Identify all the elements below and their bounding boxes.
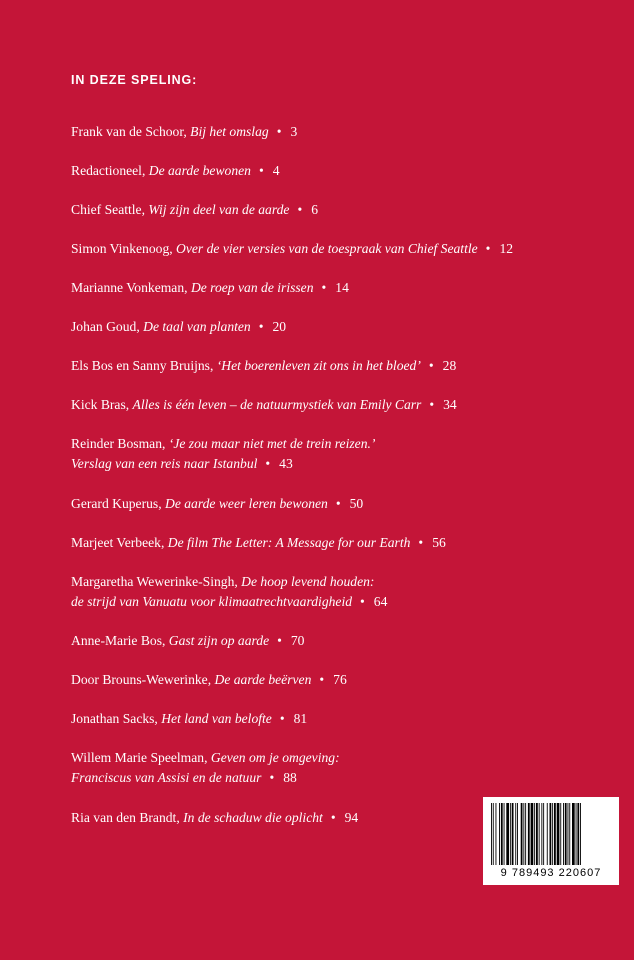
separator-dot: • [321,280,327,295]
toc-entry [71,356,456,376]
toc-entry [71,317,286,337]
barcode-bar [517,803,518,865]
entry-author: Reinder Bosman, [71,436,169,451]
entry-author: Margaretha Wewerinke-Singh, [71,574,242,589]
entry-title: Geven om je omgeving: [210,750,340,765]
separator-dot: • [335,496,341,511]
entry-title: De film The Letter: A Message for our Earth [167,535,411,550]
entry-title: De roep van de irissen [190,280,314,295]
entry-title: Wij zijn deel van de aarde [148,202,290,217]
toc-entry [71,278,349,298]
entry-title-continued: de strijd van Vanuatu voor klimaatrechtvaardigheid [71,593,353,609]
barcode-bar [496,803,497,865]
entry-title: De aarde weer leren bewonen [165,496,328,511]
entry-page: 88 [283,769,297,785]
barcode-bar [547,803,548,865]
toc-entry [71,808,358,828]
entry-author: Johan Goud, [71,319,144,334]
barcode-bar [536,803,538,865]
entry-title: Gast zijn op aarde [168,633,270,648]
isbn-number: 9 789493 220607 [500,867,602,879]
entry-title: De aarde beërven [214,672,312,687]
barcode-bar [531,803,534,865]
entry-page: 94 [344,810,359,825]
toc-entry [71,395,457,415]
toc-entry [71,709,307,729]
separator-dot: • [258,163,264,178]
entry-page: 43 [279,455,293,471]
isbn-barcode [483,797,619,885]
separator-dot: • [319,672,325,687]
toc-entry [71,670,347,690]
separator-dot: • [297,202,303,217]
separator-dot: • [485,241,491,256]
barcode-bar [541,803,542,865]
entry-author: Ria van den Brandt, [71,810,184,825]
separator-dot: • [276,124,282,139]
entry-page: 20 [272,319,287,334]
barcode-bar [523,803,524,865]
separator-dot: • [258,319,264,334]
entry-title-continued: Franciscus van Assisi en de natuur [71,769,262,785]
entry-author: Jonathan Sacks, [71,711,162,726]
entry-author: Marjeet Verbeek, [71,535,168,550]
barcode-bar [510,803,511,865]
entry-page: 14 [335,280,349,295]
toc-entry [71,122,297,142]
entry-author: Willem Marie Speelman, [71,750,211,765]
barcode-bar [576,803,577,865]
toc-entry [71,631,304,651]
barcode-bar [534,803,535,865]
barcode-bar [565,803,567,865]
barcode-bar [504,803,505,865]
barcode-bar [550,803,552,865]
barcode-bar [554,803,556,865]
separator-dot: • [418,535,424,550]
barcode-bar [569,803,570,865]
entry-author: Kick Bras, [71,397,133,412]
toc-entry [71,748,340,787]
barcode-bar [543,803,544,865]
entry-page: 3 [290,124,298,139]
entry-page: 81 [293,711,308,726]
barcode-bar [572,803,575,865]
entry-author: Marianne Vonkeman, [71,280,191,295]
entry-page: 34 [443,397,457,412]
entry-title: Over de vier versies van de toespraak van Chief Seattle [176,241,478,256]
entry-title-continued: Verslag van een reis naar Istanbul [71,455,258,471]
separator-dot: • [265,455,271,471]
barcode-bar [568,803,569,865]
barcode-bar [539,803,540,865]
entry-author: Anne-Marie Bos, [71,633,169,648]
barcode-bar [493,803,494,865]
entry-author: Chief Seattle, [71,202,149,217]
entry-author: Els Bos en Sanny Bruijns, [71,358,217,373]
barcode-bar [515,803,516,865]
toc-entry [71,494,363,514]
separator-dot: • [360,593,365,609]
entry-page: 64 [373,593,388,609]
barcode-bar [506,803,509,865]
entry-page: 76 [333,672,347,687]
toc-entry [71,200,318,220]
toc-entry [71,161,280,181]
barcode-bar [499,803,500,865]
separator-dot: • [269,769,275,785]
entry-page: 70 [290,633,305,648]
entry-author: Redactioneel, [71,163,149,178]
entry-title: De hoop levend houden: [241,574,375,589]
separator-dot: • [429,397,435,412]
toc-entry [71,239,513,259]
barcode-bar [557,803,560,865]
separator-dot: • [428,358,434,373]
entry-page: 50 [349,496,364,511]
entry-page: 28 [442,358,457,373]
entry-title: De taal van planten [143,319,251,334]
barcode-bar [563,803,564,865]
barcode-bar [528,803,530,865]
barcode-bar [491,803,492,865]
entry-title: De aarde bewonen [148,163,251,178]
separator-dot: • [330,810,336,825]
entry-author: Simon Vinkenoog, [71,241,177,256]
entry-author: Gerard Kuperus, [71,496,165,511]
entry-author: Door Brouns-Wewerinke, [71,672,215,687]
barcode-bar [512,803,514,865]
barcode-bar [501,803,503,865]
entry-page: 4 [272,163,280,178]
barcode-bar [521,803,523,865]
contents-heading: IN DEZE SPELING: [71,73,198,87]
toc-entry [71,572,387,611]
entry-page: 56 [432,535,446,550]
toc-entry [71,533,446,553]
entry-author: Frank van de Schoor, [71,124,191,139]
entry-title: In de schaduw die oplicht [183,810,323,825]
barcode-bar [552,803,553,865]
entry-title: ‘Het boerenleven zit ons in het bloed’ [216,358,421,373]
entry-page: 12 [499,241,514,256]
entry-title: Bij het omslag [190,124,269,139]
separator-dot: • [279,711,285,726]
toc-entry [71,434,375,473]
entry-title: Alles is één leven – de natuurmystiek van Emily Carr [132,397,422,412]
barcode-bar [577,803,579,865]
entry-page: 6 [311,202,319,217]
entry-title: ‘Je zou maar niet met de trein reizen.’ [168,436,376,451]
barcode-bar [560,803,561,865]
entry-title: Het land van belofte [161,711,272,726]
barcode-bar [525,803,526,865]
barcode-bar [580,803,581,865]
separator-dot: • [277,633,282,648]
barcode-bars [489,803,613,865]
